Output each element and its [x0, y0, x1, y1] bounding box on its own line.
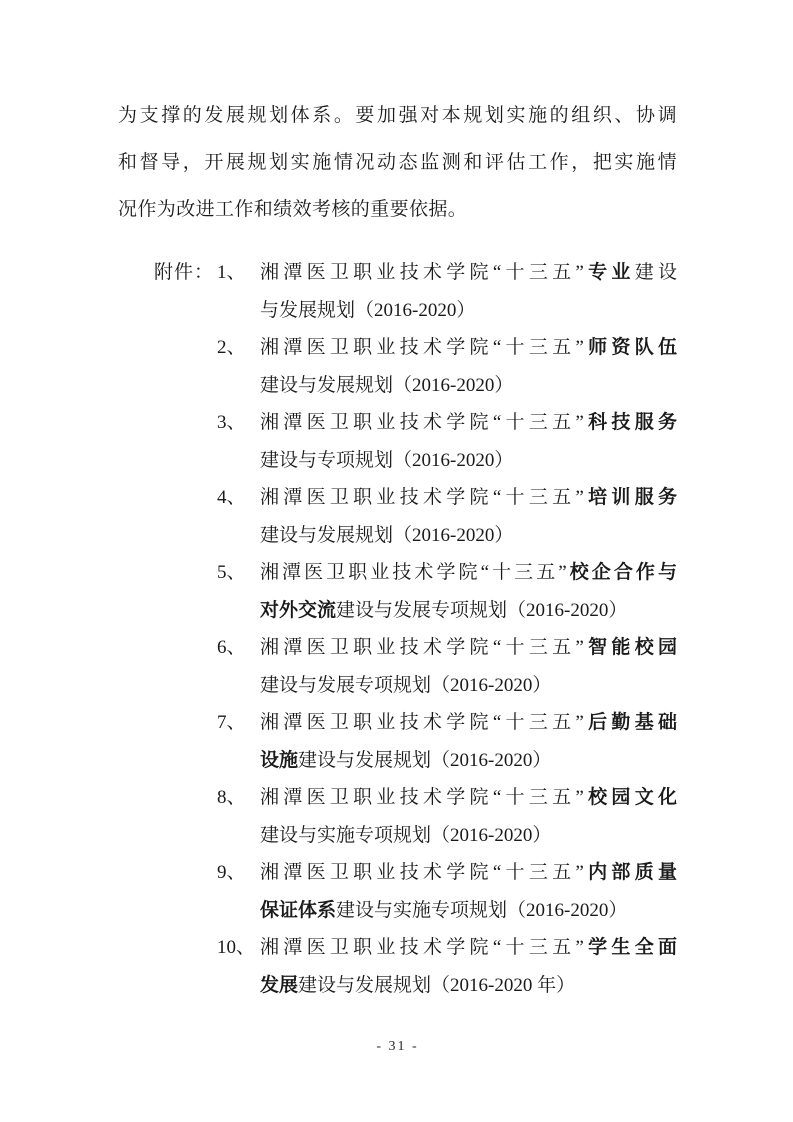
attachment-item [217, 854, 677, 929]
item-number: 2、 [217, 337, 246, 358]
item-title-bold: 智能校园 [583, 636, 677, 658]
item-title-bold: 校企合作与 [566, 561, 677, 583]
item-line2 [260, 517, 677, 555]
item-text: 建设与发展规划（2016-2020） [260, 524, 514, 546]
item-title-bold: 培训服务 [583, 486, 677, 508]
item-number: 8、 [217, 787, 246, 808]
item-title-bold: 保证体系 [260, 898, 337, 921]
item-text: 湘潭医卫职业技术学院“十三五” [260, 337, 584, 358]
item-line2 [260, 592, 677, 630]
item-number: 7、 [217, 712, 246, 733]
item-text: 湘潭医卫职业技术学院“十三五” [260, 937, 584, 958]
item-line2 [260, 442, 677, 480]
item-number: 1、 [217, 262, 246, 283]
body-paragraph [118, 92, 677, 233]
item-first-line [217, 629, 677, 667]
item-line2 [260, 292, 677, 330]
item-line2 [260, 742, 677, 780]
item-number: 4、 [217, 487, 246, 508]
item-first-line [217, 704, 677, 742]
paragraph-line: 和督导，开展规划实施情况动态监测和评估工作，把实施情 [118, 152, 677, 173]
item-number: 10、 [217, 937, 256, 958]
paragraph-line: 况作为改进工作和绩效考核的重要依据。 [118, 199, 468, 220]
item-number: 3、 [217, 412, 246, 433]
item-line1 [260, 629, 677, 667]
item-text: 湘潭医卫职业技术学院“十三五” [260, 412, 584, 433]
item-line2 [260, 667, 677, 705]
item-line2 [260, 892, 677, 930]
item-text: 建设与实施专项规划（2016-2020） [260, 824, 552, 846]
attachment-item [217, 404, 677, 479]
item-text: 与发展规划（2016-2020） [260, 299, 476, 321]
item-first-line [217, 404, 677, 442]
item-text: 建设与专项规划（2016-2020） [260, 449, 514, 471]
paragraph-line: 为支撑的发展规划体系。要加强对本规划实施的组织、协调 [118, 105, 677, 126]
attachment-item [217, 779, 677, 854]
item-title-bold: 校园文化 [583, 786, 677, 808]
attachment-item [217, 704, 677, 779]
item-line1 [260, 404, 677, 442]
item-text: 湘潭医卫职业技术学院“十三五” [260, 862, 584, 883]
item-line1 [260, 704, 677, 742]
item-text: 湘潭医卫职业技术学院“十三五” [260, 262, 584, 283]
item-text: 湘潭医卫职业技术学院“十三五” [260, 487, 584, 508]
item-text: 建设与发展规划（2016-2020 年） [298, 974, 576, 996]
item-line2 [260, 817, 677, 855]
item-text: 湘潭医卫职业技术学院“十三五” [260, 562, 567, 583]
attachments-list [217, 254, 677, 1004]
attachment-item [217, 479, 677, 554]
item-line1 [260, 554, 677, 592]
attachments-label: 附件： [154, 262, 215, 283]
item-title-bold: 发展 [260, 973, 299, 996]
attachments-section [154, 254, 677, 1004]
item-line2 [260, 967, 677, 1005]
item-line2 [260, 367, 677, 405]
item-line1 [260, 929, 677, 967]
item-text: 湘潭医卫职业技术学院“十三五” [260, 712, 584, 733]
item-text: 湘潭医卫职业技术学院“十三五” [260, 637, 584, 658]
item-text: 建设与发展规划（2016-2020） [260, 374, 514, 396]
attachment-item [217, 629, 677, 704]
item-text: 建设与实施专项规划（2016-2020） [336, 899, 628, 921]
item-number: 9、 [217, 862, 246, 883]
item-title-bold: 科技服务 [583, 411, 677, 433]
item-first-line [217, 779, 677, 817]
item-title-bold: 专业 [583, 261, 635, 283]
item-text: 湘潭医卫职业技术学院“十三五” [260, 787, 584, 808]
item-line1 [260, 254, 677, 292]
item-line1 [260, 854, 677, 892]
item-first-line [217, 329, 677, 367]
item-title-bold: 学生全面 [583, 936, 677, 958]
item-number: 6、 [217, 637, 246, 658]
item-first-line [217, 854, 677, 892]
item-first-line [217, 929, 677, 967]
item-number: 5、 [217, 562, 246, 583]
item-first-line [217, 254, 677, 292]
item-line1 [260, 329, 677, 367]
item-line1 [260, 479, 677, 517]
attachment-item [217, 254, 677, 329]
item-text: 建设与发展规划（2016-2020） [298, 749, 552, 771]
item-first-line [217, 554, 677, 592]
page-number: - 31 - [376, 1039, 419, 1054]
item-text: 建设与发展专项规划（2016-2020） [260, 674, 552, 696]
attachment-item [217, 929, 677, 1004]
item-title-bold: 后勤基础 [583, 711, 677, 733]
item-line1 [260, 779, 677, 817]
item-text: 建设 [634, 262, 677, 283]
item-title-bold: 设施 [260, 748, 299, 771]
item-first-line [217, 479, 677, 517]
item-text: 建设与发展专项规划（2016-2020） [336, 599, 628, 621]
attachment-item [217, 329, 677, 404]
item-title-bold: 内部质量 [583, 861, 677, 883]
attachment-item [217, 554, 677, 629]
item-title-bold: 对外交流 [260, 598, 337, 621]
item-title-bold: 师资队伍 [583, 336, 677, 358]
